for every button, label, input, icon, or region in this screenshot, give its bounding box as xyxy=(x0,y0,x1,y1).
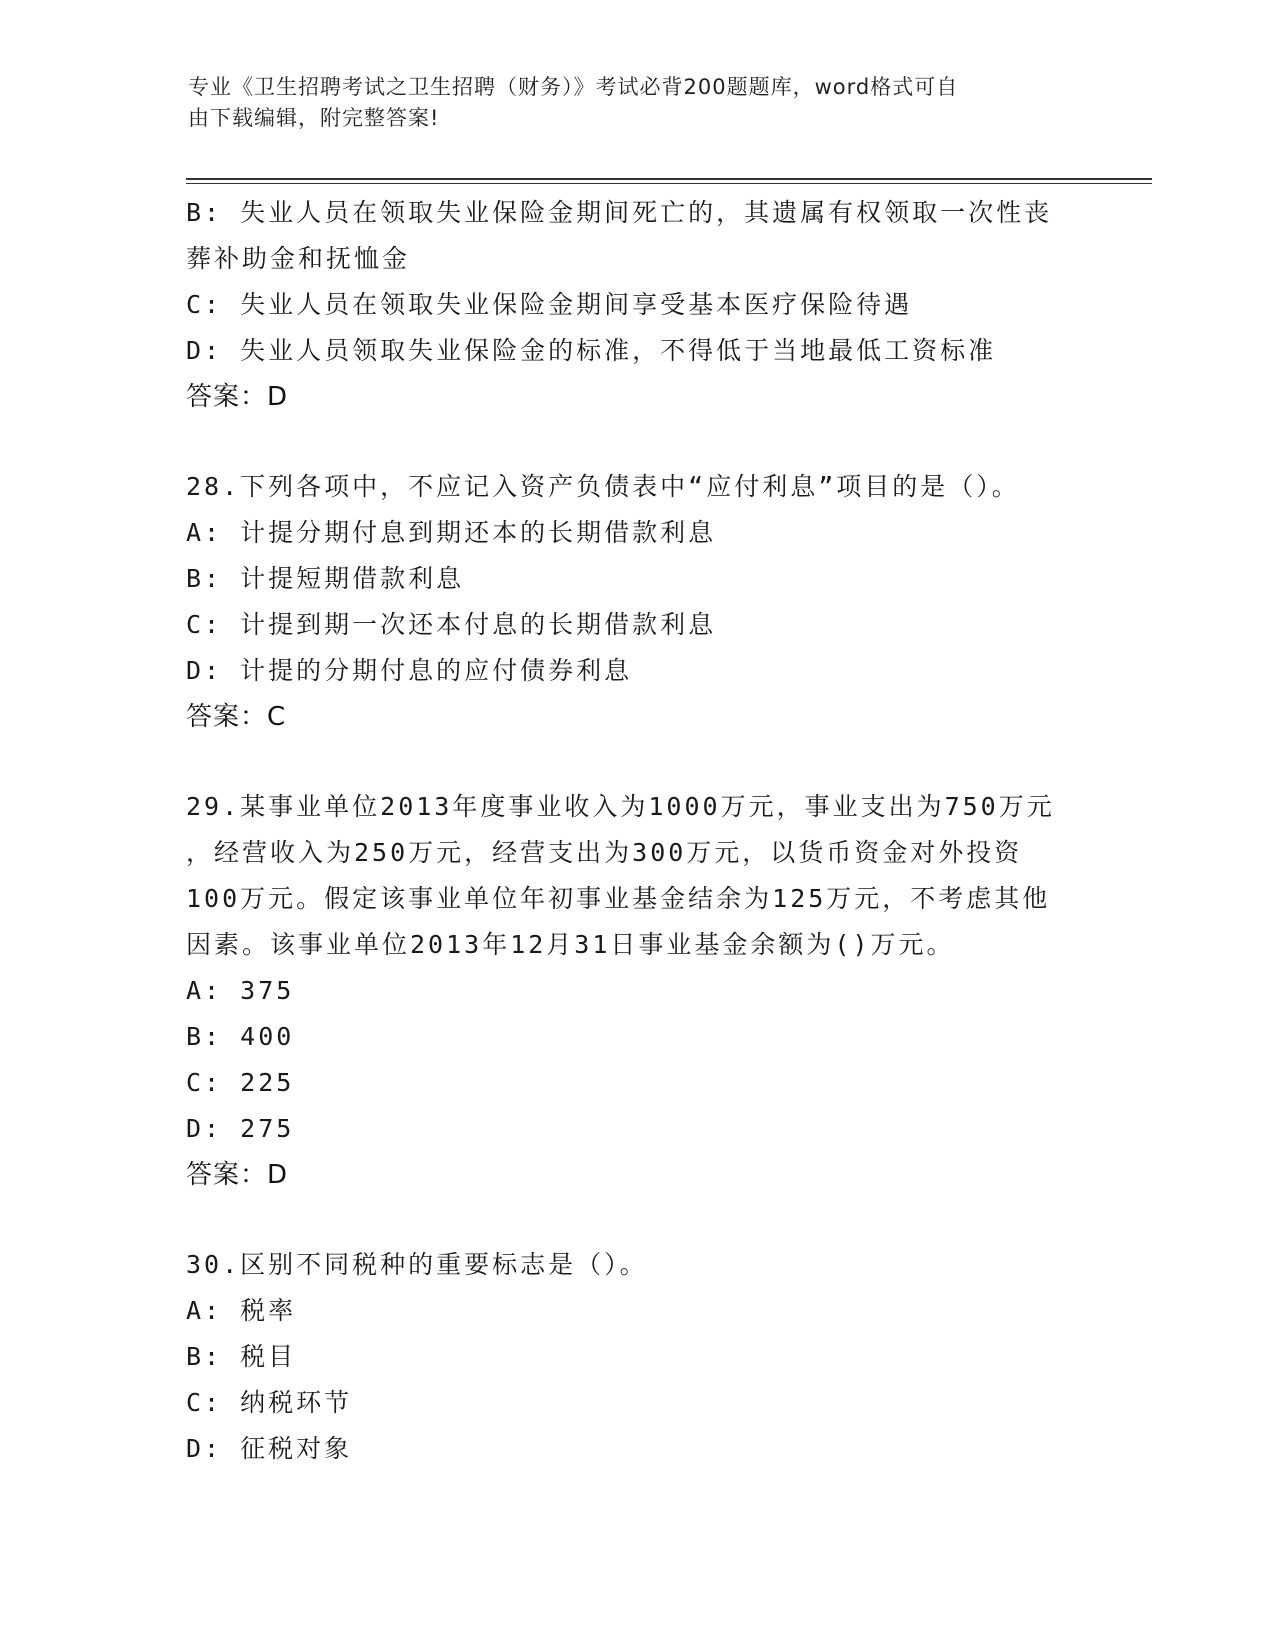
option-c: C: 225 xyxy=(186,1068,295,1097)
option-b-continued: 葬补助金和抚恤金 xyxy=(186,244,411,273)
option-c: C: 纳税环节 xyxy=(186,1388,353,1417)
spacer xyxy=(186,740,1086,784)
question-text: 30.区别不同税种的重要标志是（）。 xyxy=(186,1250,648,1279)
question-29 xyxy=(186,784,1086,1198)
question-text-line-4: 因素。该事业单位2013年12月31日事业基金余额为()万元。 xyxy=(186,930,955,959)
spacer xyxy=(186,1198,1086,1242)
header-divider xyxy=(186,178,1152,180)
option-a: A: 375 xyxy=(186,976,295,1005)
header-line-2: 由下载编辑，附完整答案! xyxy=(188,106,440,130)
option-d: D: 失业人员领取失业保险金的标准，不得低于当地最低工资标准 xyxy=(186,336,997,365)
header-divider-secondary xyxy=(186,183,1152,184)
question-list xyxy=(186,190,1086,1472)
question-30 xyxy=(186,1242,1086,1472)
document-header xyxy=(188,72,1088,134)
question-text-line-1: 29.某事业单位2013年度事业收入为1000万元，事业支出为750万元 xyxy=(186,792,1055,821)
question-text-line-3: 100万元。假定该事业单位年初事业基金结余为125万元，不考虑其他 xyxy=(186,884,1051,913)
question-27-continued xyxy=(186,190,1086,420)
option-b: B: 400 xyxy=(186,1022,295,1051)
answer: 答案：C xyxy=(186,702,287,732)
answer: 答案：D xyxy=(186,1160,289,1190)
option-a: A: 税率 xyxy=(186,1296,297,1325)
question-text-line-2: ，经营收入为250万元，经营支出为300万元，以货币资金对外投资 xyxy=(186,838,1023,867)
option-c: C: 失业人员在领取失业保险金期间享受基本医疗保险待遇 xyxy=(186,290,913,319)
option-a: A: 计提分期付息到期还本的长期借款利息 xyxy=(186,518,717,547)
option-d: D: 征税对象 xyxy=(186,1434,353,1463)
answer: 答案：D xyxy=(186,382,289,412)
question-28 xyxy=(186,464,1086,740)
option-b: B: 税目 xyxy=(186,1342,297,1371)
question-text: 28.下列各项中，不应记入资产负债表中“应付利息”项目的是（）。 xyxy=(186,472,1020,501)
option-d: D: 275 xyxy=(186,1114,295,1143)
spacer xyxy=(186,420,1086,464)
option-b: B: 失业人员在领取失业保险金期间死亡的，其遗属有权领取一次性丧 xyxy=(186,198,1053,227)
option-d: D: 计提的分期付息的应付债券利息 xyxy=(186,656,633,685)
option-b: B: 计提短期借款利息 xyxy=(186,564,465,593)
option-c: C: 计提到期一次还本付息的长期借款利息 xyxy=(186,610,717,639)
header-line-1: 专业《卫生招聘考试之卫生招聘（财务）》考试必背200题题库，word格式可自 xyxy=(188,75,959,99)
